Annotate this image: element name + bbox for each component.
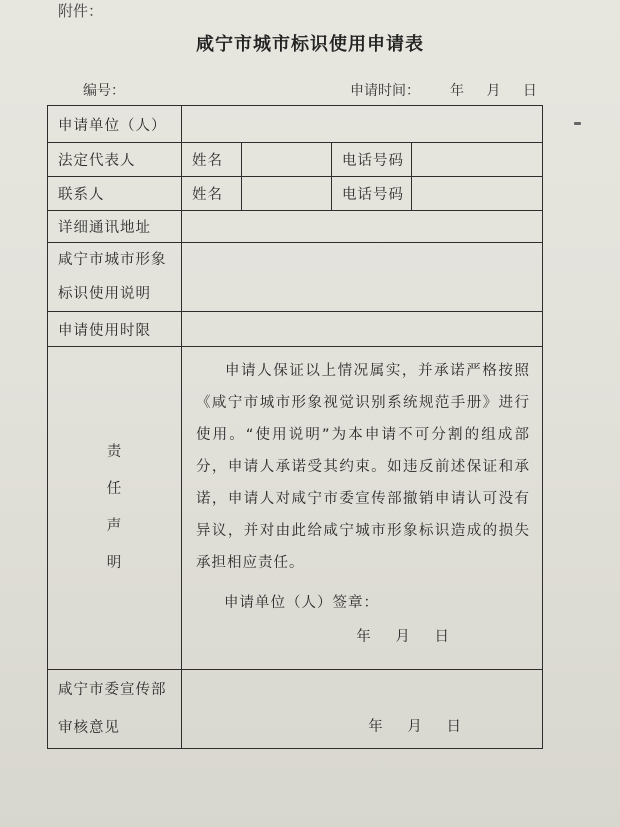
apply-time xyxy=(350,80,537,100)
pen-mark xyxy=(574,122,581,125)
usage-desc-label-line2: 标识使用说明 xyxy=(58,286,151,302)
legal-rep-label: 法定代表人 xyxy=(48,143,182,177)
usage-desc-label xyxy=(48,243,182,312)
contact-label: 联系人 xyxy=(48,177,182,211)
signature-date: 年 月 日 xyxy=(356,629,450,645)
legal-rep-phone-field[interactable] xyxy=(412,143,543,177)
contact-name-label: 姓名 xyxy=(182,177,242,211)
applicant-label: 申请单位（人） xyxy=(48,106,182,143)
table-row xyxy=(48,243,543,312)
statement-text: 申请人保证以上情况属实，并承诺严格按照《咸宁市城市形象视觉识别系统规范手册》进行使用。“使用说明”为本申请不可分割的组成部分，申请人承诺受其约束。如违反前述保证和承诺，申请人对咸宁市委宣传部撤销申请认可没有异议，并对由此给咸宁城市形象标识造成的损失承担相应责任。 xyxy=(196,363,530,571)
statement-label-char: 声 xyxy=(106,518,123,534)
table-row xyxy=(48,211,543,243)
review-date: 年 月 日 xyxy=(368,719,462,735)
apply-time-label: 申请时间： xyxy=(350,83,420,99)
review-label-line2: 审核意见 xyxy=(58,720,120,736)
address-label: 详细通讯地址 xyxy=(48,211,182,243)
contact-phone-label: 电话号码 xyxy=(332,177,412,211)
contact-phone-field[interactable] xyxy=(412,177,543,211)
legal-rep-phone-label: 电话号码 xyxy=(332,143,412,177)
contact-name-field[interactable] xyxy=(242,177,332,211)
review-label xyxy=(48,670,182,749)
table-row xyxy=(48,106,543,143)
statement-label-char: 责 xyxy=(106,444,123,460)
statement-label-char: 明 xyxy=(106,555,123,571)
usage-desc-label-line1: 咸宁市城市形象 xyxy=(58,252,167,268)
signature-label: 申请单位（人）签章： xyxy=(224,595,379,611)
table-row xyxy=(48,347,543,670)
statement-cell xyxy=(182,347,543,670)
legal-rep-name-label: 姓名 xyxy=(182,143,242,177)
application-form-table xyxy=(47,105,543,749)
review-field[interactable] xyxy=(182,670,543,749)
apply-time-date: 年 月 日 xyxy=(450,83,537,99)
table-row xyxy=(48,143,543,177)
attachment-label: 附件： xyxy=(58,2,104,20)
table-row xyxy=(48,177,543,211)
page-title: 咸宁市城市标识使用申请表 xyxy=(196,34,424,55)
statement-label-char: 任 xyxy=(106,481,123,497)
table-row xyxy=(48,312,543,347)
serial-label: 编号： xyxy=(83,83,125,99)
table-row xyxy=(48,670,543,749)
legal-rep-name-field[interactable] xyxy=(242,143,332,177)
usage-desc-field[interactable] xyxy=(182,243,543,312)
review-label-line1: 咸宁市委宣传部 xyxy=(58,682,167,698)
applicant-field[interactable] xyxy=(182,106,543,143)
statement-label xyxy=(48,347,182,670)
address-field[interactable] xyxy=(182,211,543,243)
period-label: 申请使用时限 xyxy=(48,312,182,347)
period-field[interactable] xyxy=(182,312,543,347)
